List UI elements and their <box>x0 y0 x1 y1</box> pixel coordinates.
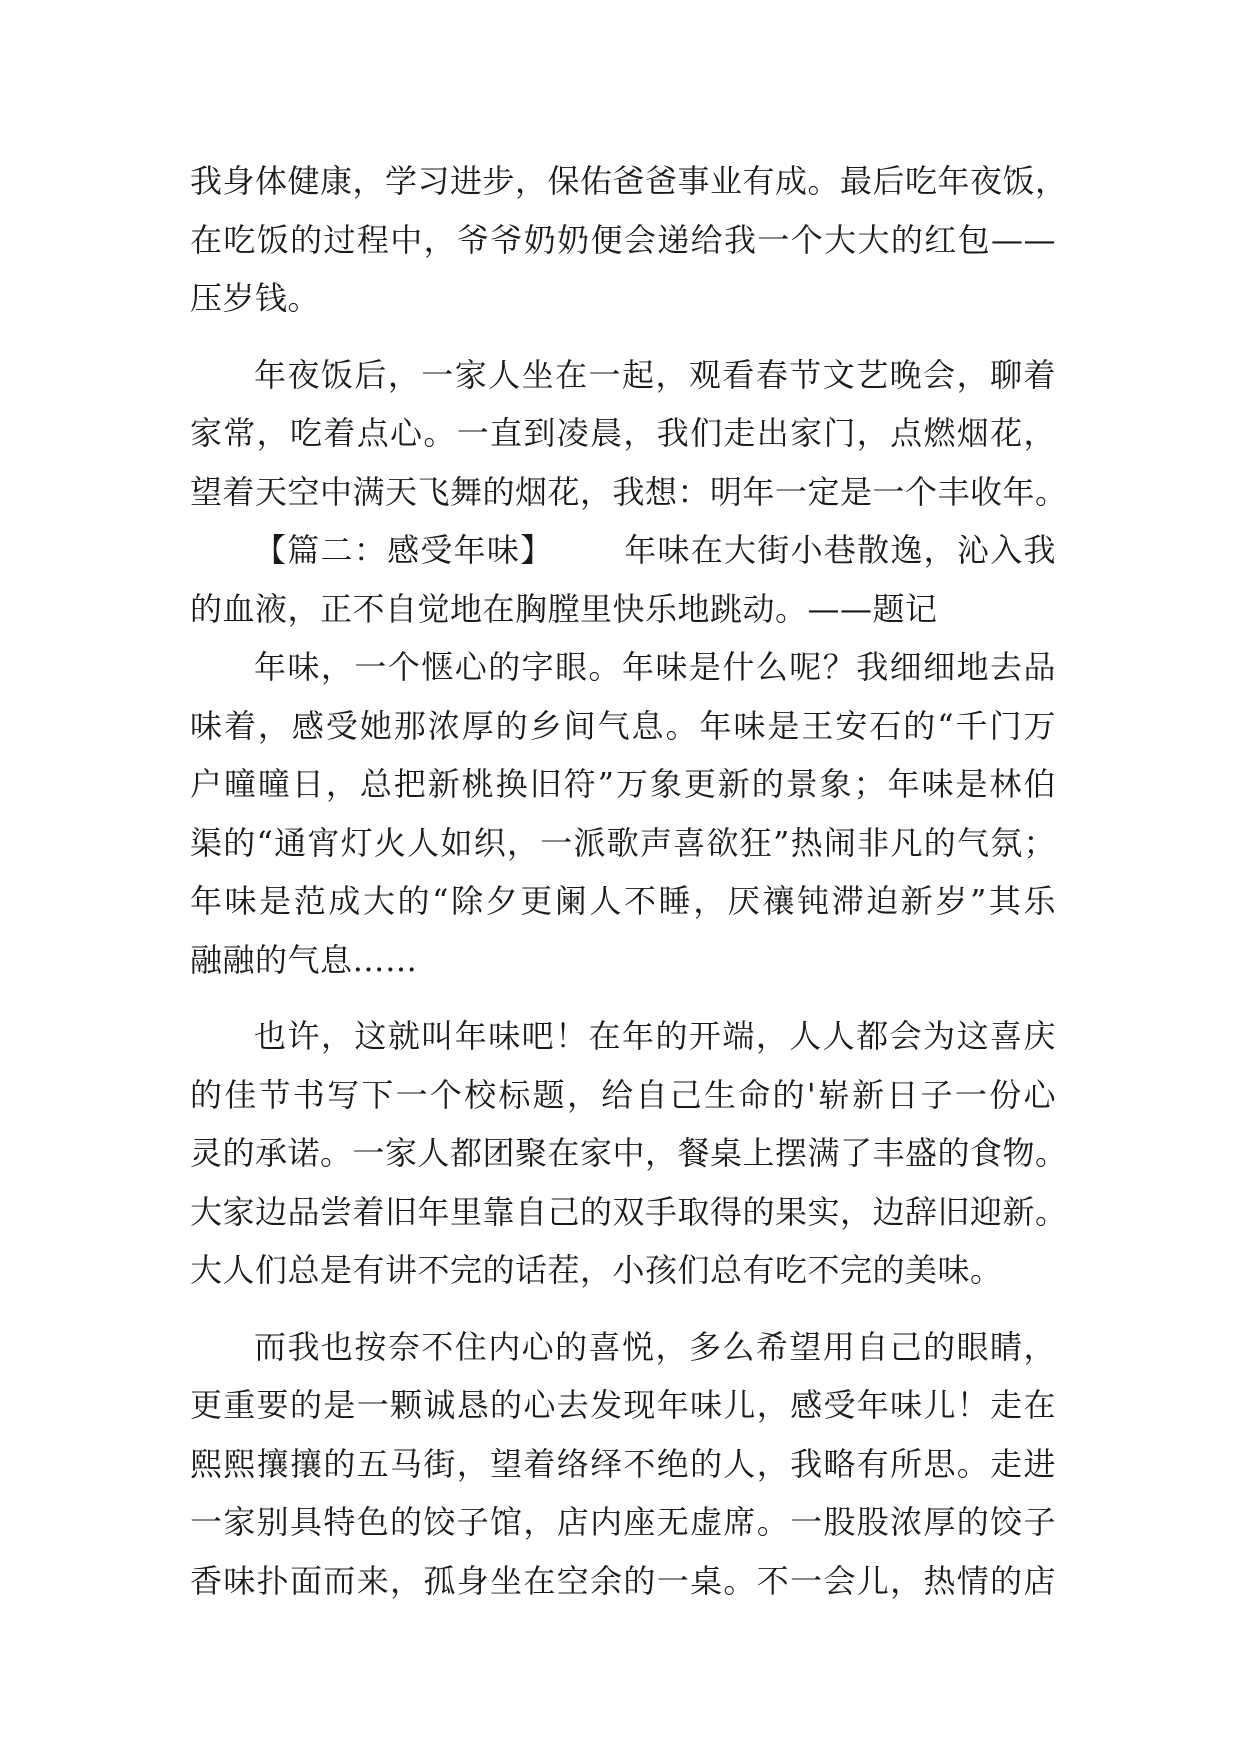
text-line: 望着天空中满天飞舞的烟花，我想：明年一定是一个丰收年。 <box>190 472 1068 511</box>
text-line: 也许，这就叫年味吧！在年的开端，人人都会为这喜庆 <box>254 1017 1056 1055</box>
text-line: 年味，一个惬心的字眼。年味是什么呢？我细细地去品 <box>254 648 1056 686</box>
text-line: 在吃饭的过程中，爷爷奶奶便会递给我一个大大的红包—— <box>190 220 1056 259</box>
text-line: 年夜饭后，一家人坐在一起，观看春节文艺晚会，聊着 <box>254 355 1056 394</box>
text-line: 大家边品尝着旧年里靠自己的双手取得的果实，边辞旧迎新。 <box>190 1192 1068 1231</box>
text-line: 香味扑面而来，孤身坐在空余的一桌。不一会儿，热情的店 <box>190 1561 1056 1600</box>
text-line: 我身体健康，学习进步，保佑爸爸事业有成。最后吃年夜饭， <box>190 162 1068 200</box>
section-heading-line <box>190 521 1056 580</box>
text-line: 大人们总是有讲不完的话茬，小孩们总有吃不完的美味。 <box>190 1251 1003 1289</box>
text-line: 一家别具特色的饺子馆，店内座无虚席。一股股浓厚的饺子 <box>190 1503 1056 1541</box>
epigraph-text: 年味在大街小巷散逸，沁入我 <box>623 531 1056 569</box>
text-line: 灵的承诺。一家人都团聚在家中，餐桌上摆满了丰盛的食物。 <box>190 1134 1068 1172</box>
essay-body <box>190 152 1068 1610</box>
text-line: 更重要的是一颗诚恳的心去发现年味儿，感受年味儿！走在 <box>190 1386 1056 1424</box>
text-line: 熙熙攘攘的五马街，望着络绎不绝的人，我略有所思。走进 <box>190 1444 1056 1483</box>
text-line: 融融的气息…… <box>190 940 418 979</box>
text-line: 渠的“通宵灯火人如织，一派歌声喜欲狂”热闹非凡的气氛； <box>190 823 1056 862</box>
text-line: 的血液，正不自觉地在胸膛里快乐地跳动。——题记 <box>190 589 938 628</box>
text-line: 的佳节书写下一个校标题，给自己生命的'崭新日子一份心 <box>190 1075 1056 1114</box>
text-line: 年味是范成大的“除夕更阑人不睡，厌禳钝滞迫新岁”其乐 <box>190 882 1056 920</box>
section-title: 【篇二：感受年味】 <box>254 531 554 569</box>
text-line: 家常，吃着点心。一直到凌晨，我们走出家门，点燃烟花， <box>190 414 1056 452</box>
text-line: 户曈曈日，总把新桃换旧符”万象更新的景象；年味是林伯 <box>190 765 1056 803</box>
text-line: 味着，感受她那浓厚的乡间气息。年味是王安石的“千门万 <box>190 706 1056 745</box>
text-line: 而我也按奈不住内心的喜悦，多么希望用自己的眼睛， <box>254 1327 1056 1366</box>
text-line: 压岁钱。 <box>190 279 321 317</box>
